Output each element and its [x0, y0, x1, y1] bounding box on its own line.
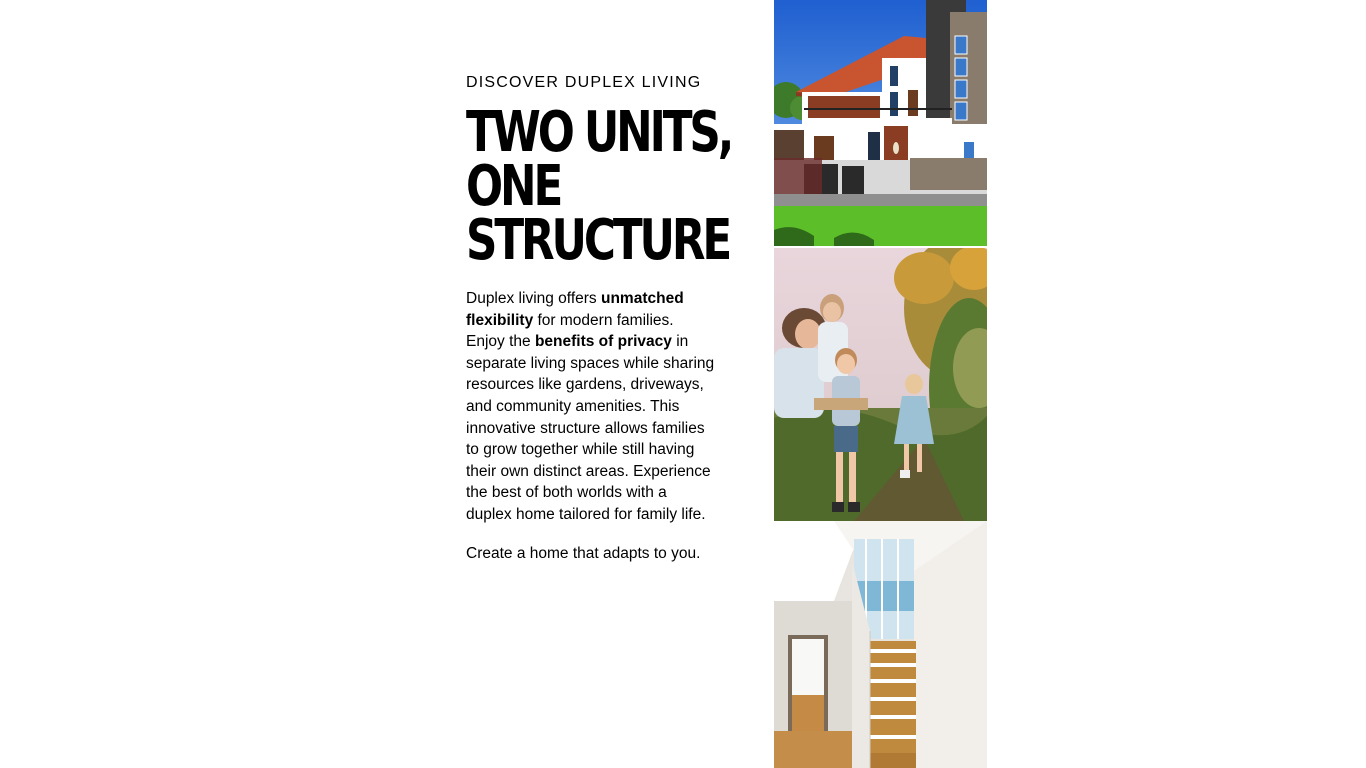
body-paragraph	[466, 288, 716, 526]
body-text-2: for modern families. Enjoy the	[466, 311, 674, 351]
duplex-house-photo	[774, 0, 987, 246]
body-text-3: in separate living spaces while sharing resources like gardens, driveways, and community amenities. This innovative structure allows families to grow together while still having their own distinct areas. Experience the best of both worlds with a duplex home tailored for family life.	[466, 333, 715, 523]
body-text-1: Duplex living offers	[466, 290, 601, 307]
body-bold-2: benefits of privacy	[534, 333, 672, 351]
family-garden-photo	[774, 248, 987, 521]
page-headline	[466, 100, 732, 273]
content-column	[466, 72, 732, 564]
closing-line: Create a home that adapts to you.	[466, 544, 701, 562]
headline-line-3: STRUCTURE	[466, 208, 730, 273]
headline-line-1: TWO UNITS,	[466, 100, 732, 165]
photo-column	[774, 0, 987, 768]
body-bold-1: unmatched flexibility	[466, 290, 684, 329]
eyebrow-label: DISCOVER DUPLEX LIVING	[466, 74, 702, 91]
interior-staircase-photo	[774, 521, 987, 768]
headline-line-2: ONE	[466, 154, 561, 219]
